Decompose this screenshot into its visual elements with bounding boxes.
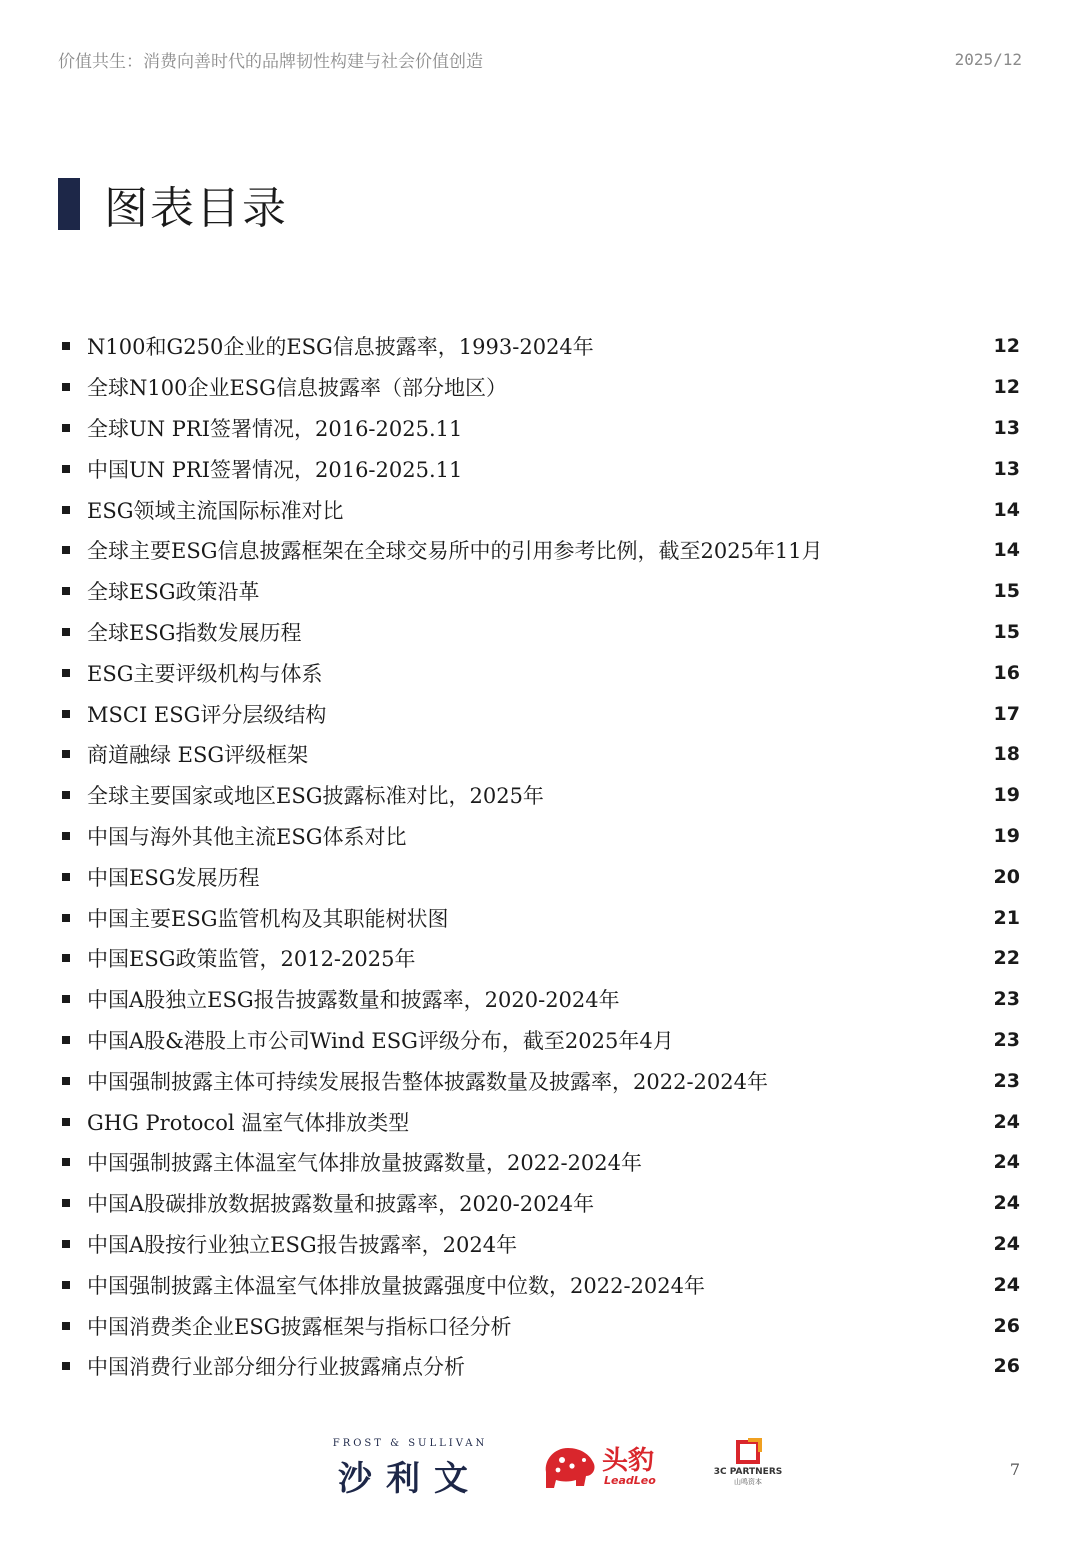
toc-item-label: 中国消费类企业ESG披露框架与指标口径分析 <box>87 1314 512 1339</box>
bullet-icon <box>62 1322 70 1330</box>
toc-item-page: 23 <box>993 1069 1020 1092</box>
toc-item[interactable] <box>58 1305 1020 1346</box>
toc-item[interactable] <box>58 1101 1020 1142</box>
toc-item-label: ESG主要评级机构与体系 <box>87 661 323 686</box>
toc-item[interactable] <box>58 1060 1020 1101</box>
bullet-icon <box>62 424 70 432</box>
bullet-icon <box>62 1362 70 1370</box>
toc-item-page: 26 <box>993 1314 1020 1337</box>
bullet-icon <box>62 710 70 718</box>
toc-item-label: 全球ESG政策沿革 <box>87 580 260 605</box>
bullet-icon <box>62 546 70 554</box>
toc-item-page: 15 <box>993 580 1020 603</box>
bullet-icon <box>62 1077 70 1085</box>
bullet-icon <box>62 1199 70 1207</box>
toc-item[interactable] <box>58 448 1020 489</box>
toc-item-page: 23 <box>993 1028 1020 1051</box>
toc-item-page: 24 <box>993 1192 1020 1215</box>
toc-item-page: 12 <box>993 376 1020 399</box>
toc-item-label: N100和G250企业的ESG信息披露率，1993-2024年 <box>87 335 594 360</box>
leadleo-logo-cn: 头豹 <box>602 1446 655 1476</box>
bullet-icon <box>62 1281 70 1289</box>
toc-item-label: 全球ESG指数发展历程 <box>87 620 302 645</box>
section-heading <box>58 176 288 232</box>
bullet-icon <box>62 342 70 350</box>
toc-item[interactable] <box>58 326 1020 367</box>
toc-item-label: 中国A股独立ESG报告披露数量和披露率，2020-2024年 <box>87 988 620 1013</box>
bullet-icon <box>62 832 70 840</box>
bullet-icon <box>62 669 70 677</box>
toc-item-page: 22 <box>993 947 1020 970</box>
toc-item-label: GHG Protocol 温室气体排放类型 <box>87 1110 410 1135</box>
toc-item-label: 中国UN PRI签署情况，2016-2025.11 <box>87 457 463 482</box>
toc-item[interactable] <box>58 652 1020 693</box>
toc-item-label: 中国主要ESG监管机构及其职能树状图 <box>87 906 449 931</box>
toc-item[interactable] <box>58 571 1020 612</box>
title-accent-bar <box>58 178 80 230</box>
toc-item-label: 中国消费行业部分细分行业披露痛点分析 <box>87 1355 465 1380</box>
toc-item-label: 中国强制披露主体可持续发展报告整体披露数量及披露率，2022-2024年 <box>87 1069 768 1094</box>
bullet-icon <box>62 1158 70 1166</box>
toc-item[interactable] <box>58 1183 1020 1224</box>
toc-item-label: 中国强制披露主体温室气体排放量披露强度中位数，2022-2024年 <box>87 1273 705 1298</box>
bullet-icon <box>62 1240 70 1248</box>
toc-item[interactable] <box>58 367 1020 408</box>
bullet-icon <box>62 750 70 758</box>
bullet-icon <box>62 465 70 473</box>
3c-partners-logo-cn: 山鸣资本 <box>734 1478 762 1486</box>
bullet-icon <box>62 791 70 799</box>
toc-item-page: 18 <box>993 743 1020 766</box>
footer-logos <box>0 1430 1080 1500</box>
toc-item[interactable] <box>58 1224 1020 1265</box>
frost-sullivan-logo-en: FROST & SULLIVAN <box>332 1438 488 1449</box>
frost-sullivan-logo <box>312 1438 508 1500</box>
page-number: 7 <box>1009 1460 1020 1479</box>
toc-item[interactable] <box>58 693 1020 734</box>
toc-item[interactable] <box>58 408 1020 449</box>
toc-item[interactable] <box>58 1142 1020 1183</box>
toc-item-page: 14 <box>993 498 1020 521</box>
toc-item-label: 中国A股&港股上市公司Wind ESG评级分布，截至2025年4月 <box>87 1028 674 1053</box>
toc-item-page: 24 <box>993 1232 1020 1255</box>
toc-item[interactable] <box>58 1020 1020 1061</box>
bullet-icon <box>62 1118 70 1126</box>
toc-item-page: 19 <box>993 824 1020 847</box>
section-title: 图表目录 <box>104 183 288 234</box>
toc-item-label: MSCI ESG评分层级结构 <box>87 702 327 727</box>
toc-item-page: 15 <box>993 620 1020 643</box>
toc-item[interactable] <box>58 775 1020 816</box>
bullet-icon <box>62 995 70 1003</box>
leadleo-logo <box>540 1440 670 1492</box>
toc-item-page: 24 <box>993 1151 1020 1174</box>
toc-item-page: 20 <box>993 865 1020 888</box>
toc-item-label: 商道融绿 ESG评级框架 <box>87 743 309 768</box>
toc-item-label: 全球主要ESG信息披露框架在全球交易所中的引用参考比例，截至2025年11月 <box>87 539 823 564</box>
page-header <box>58 44 1022 74</box>
leopard-icon <box>540 1442 598 1492</box>
toc-item-page: 23 <box>993 988 1020 1011</box>
toc-item-label: 中国强制披露主体温室气体排放量披露数量，2022-2024年 <box>87 1151 642 1176</box>
toc-item[interactable] <box>58 1264 1020 1305</box>
toc-item-page: 24 <box>993 1110 1020 1133</box>
3c-mark-icon <box>734 1438 762 1466</box>
bullet-icon <box>62 1036 70 1044</box>
toc-item-page: 14 <box>993 539 1020 562</box>
3c-partners-logo-en: 3C PARTNERS <box>713 1467 783 1477</box>
toc-item-page: 12 <box>993 335 1020 358</box>
toc-item-label: 中国ESG发展历程 <box>87 865 260 890</box>
toc-item[interactable] <box>58 816 1020 857</box>
report-date: 2025/12 <box>954 49 1022 69</box>
report-title: 价值共生：消费向善时代的品牌韧性构建与社会价值创造 <box>58 51 483 72</box>
toc-item-page: 17 <box>993 702 1020 725</box>
toc-item[interactable] <box>58 612 1020 653</box>
bullet-icon <box>62 383 70 391</box>
toc-item-page: 16 <box>993 661 1020 684</box>
toc-item-label: 中国A股按行业独立ESG报告披露率，2024年 <box>87 1232 518 1257</box>
toc-item-label: 中国A股碳排放数据披露数量和披露率，2020-2024年 <box>87 1192 595 1217</box>
toc-item-label: 中国ESG政策监管，2012-2025年 <box>87 947 416 972</box>
toc-item-label: 中国与海外其他主流ESG体系对比 <box>87 824 407 849</box>
toc-item-label: 全球N100企业ESG信息披露率（部分地区） <box>87 376 507 401</box>
figure-list <box>58 326 1020 1387</box>
toc-item-page: 13 <box>993 457 1020 480</box>
toc-item-page: 19 <box>993 784 1020 807</box>
bullet-icon <box>62 506 70 514</box>
toc-item-label: 全球主要国家或地区ESG披露标准对比，2025年 <box>87 784 544 809</box>
toc-item-page: 26 <box>993 1355 1020 1378</box>
toc-item[interactable] <box>58 489 1020 530</box>
toc-item-label: 全球UN PRI签署情况，2016-2025.11 <box>87 416 463 441</box>
frost-sullivan-logo-cn: 沙利文 <box>338 1459 482 1499</box>
toc-item-page: 21 <box>993 906 1020 929</box>
bullet-icon <box>62 587 70 595</box>
bullet-icon <box>62 873 70 881</box>
bullet-icon <box>62 628 70 636</box>
toc-item[interactable] <box>58 734 1020 775</box>
toc-item-page: 24 <box>993 1273 1020 1296</box>
toc-item-page: 13 <box>993 416 1020 439</box>
toc-item[interactable] <box>58 979 1020 1020</box>
3c-partners-logo <box>706 1438 790 1494</box>
bullet-icon <box>62 954 70 962</box>
toc-item[interactable] <box>58 938 1020 979</box>
toc-item[interactable] <box>58 530 1020 571</box>
toc-item-label: ESG领域主流国际标准对比 <box>87 498 344 523</box>
leadleo-logo-en: LeadLeo <box>604 1474 656 1487</box>
toc-item[interactable] <box>58 897 1020 938</box>
bullet-icon <box>62 914 70 922</box>
toc-item[interactable] <box>58 856 1020 897</box>
toc-item[interactable] <box>58 1346 1020 1387</box>
